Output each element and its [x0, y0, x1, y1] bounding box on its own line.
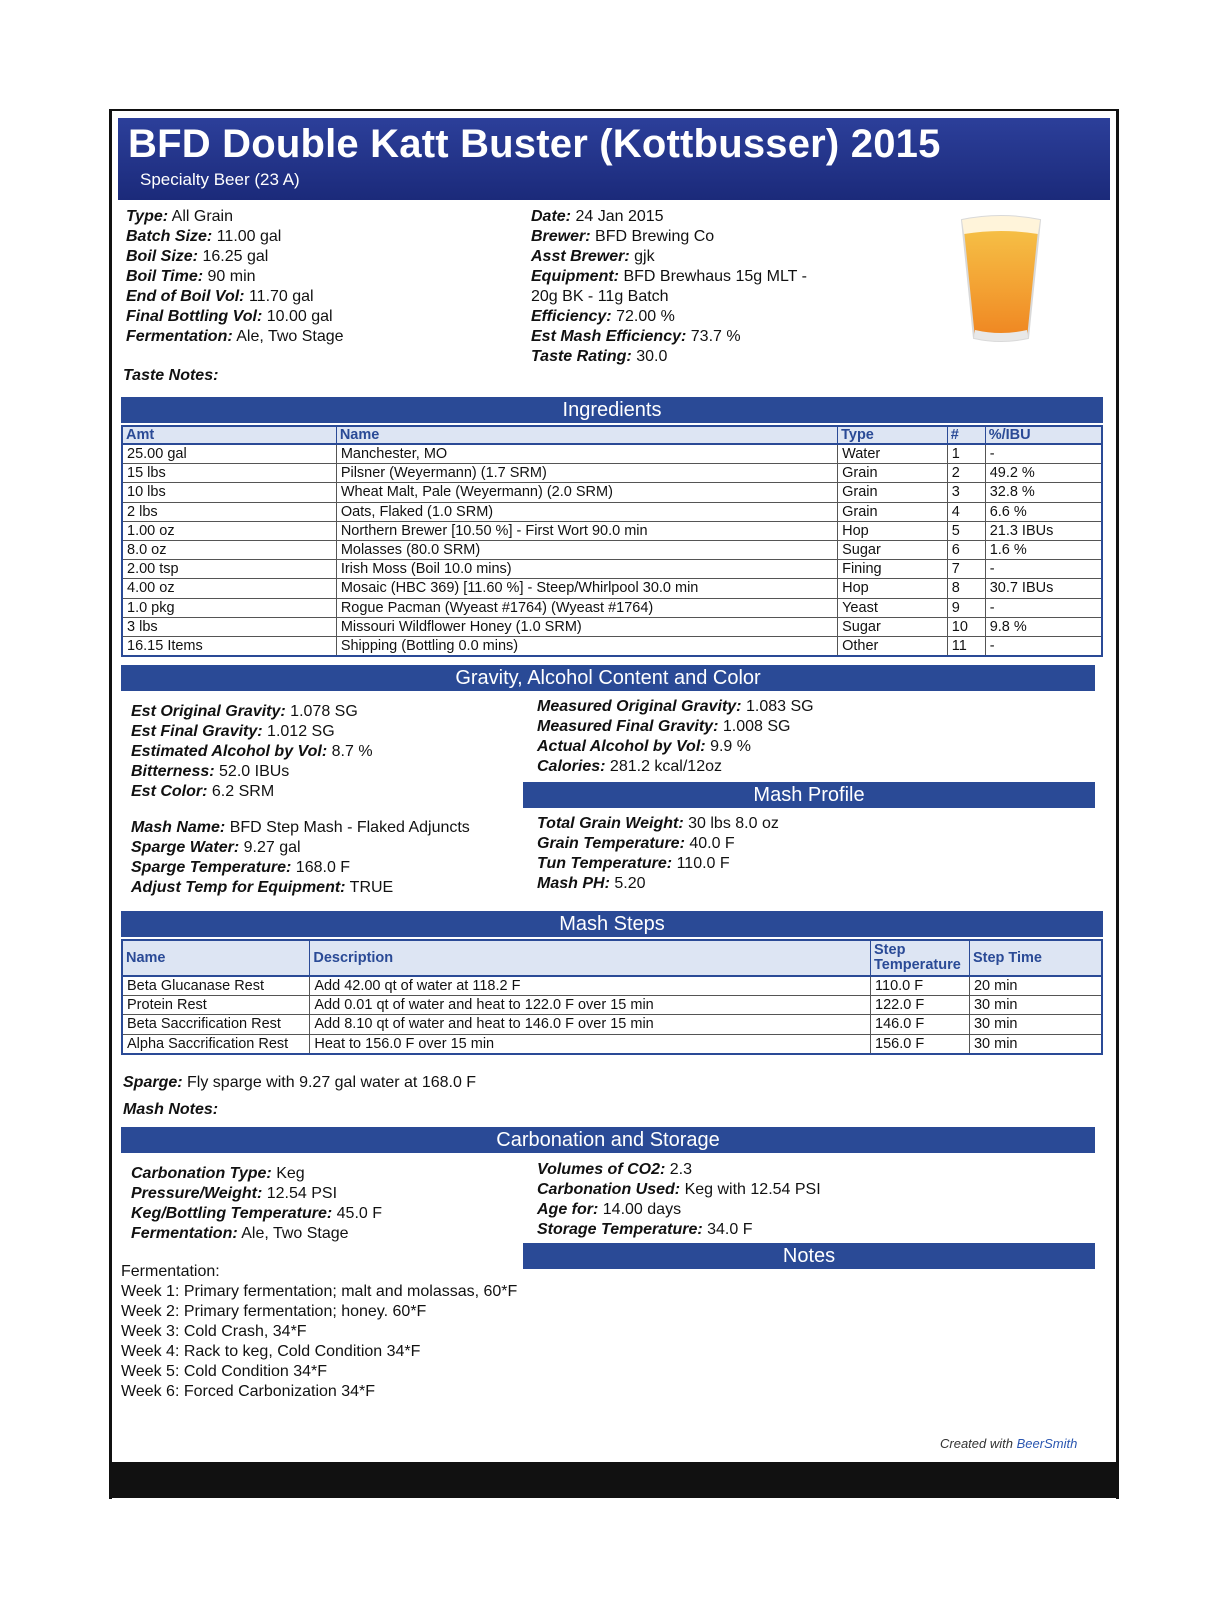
recipe-info-value: Ale, Two Stage — [236, 328, 344, 345]
ingredient-cell: Sugar — [838, 617, 948, 636]
mash-info-label: Adjust Temp for Equipment: — [131, 879, 346, 896]
recipe-info-value: 10.00 gal — [266, 308, 333, 325]
ingredient-cell: 5 — [947, 521, 985, 540]
carbonation-info-value: Keg with 12.54 PSI — [684, 1181, 821, 1198]
mash-step-cell: Add 0.01 qt of water and heat to 122.0 F over 15 min — [310, 996, 871, 1015]
recipe-info-label: Est Mash Efficiency: — [531, 328, 687, 345]
gravity-info-value: 1.078 SG — [290, 703, 358, 720]
ingredient-column-header: Amt — [122, 426, 336, 444]
ingredient-cell: Yeast — [838, 598, 948, 617]
recipe-info-value: BFD Brewing Co — [595, 228, 715, 245]
ingredient-cell: 49.2 % — [985, 464, 1102, 483]
notes-line: Fermentation: — [121, 1263, 220, 1280]
recipe-info-label: Equipment: — [531, 268, 619, 285]
mash-steps-table — [121, 939, 1103, 1055]
ingredient-cell: 1.0 pkg — [122, 598, 336, 617]
gravity-info-row — [537, 737, 814, 757]
ingredient-row — [122, 636, 1102, 656]
ingredient-row — [122, 444, 1102, 464]
ingredient-cell: 30.7 IBUs — [985, 579, 1102, 598]
recipe-info-label: Batch Size: — [126, 228, 213, 245]
mash-info-label: Mash PH: — [537, 875, 610, 892]
notes-line: Week 2: Primary fermentation; honey. 60*F — [121, 1303, 427, 1320]
mash-step-cell: 30 min — [969, 996, 1102, 1015]
mash-step-cell: Protein Rest — [122, 996, 310, 1015]
beer-glass-icon — [958, 210, 1044, 346]
recipe-info-value: 11.00 gal — [216, 228, 282, 245]
recipe-info-value: 16.25 gal — [202, 248, 269, 265]
mash-info-value: 110.0 F — [676, 855, 730, 872]
ingredient-cell: 8.0 oz — [122, 540, 336, 559]
notes-text — [121, 1262, 517, 1402]
ingredient-cell: Hop — [838, 579, 948, 598]
carbonation-info-label: Pressure/Weight: — [131, 1185, 263, 1202]
mash-step-cell: 20 min — [969, 976, 1102, 996]
recipe-info-label: Final Bottling Vol: — [126, 308, 263, 325]
notes-line: Week 3: Cold Crash, 34*F — [121, 1323, 307, 1340]
mash-step-cell: Alpha Saccrification Rest — [122, 1034, 310, 1054]
carbonation-info-label: Carbonation Used: — [537, 1181, 681, 1198]
recipe-info-row — [126, 227, 344, 247]
gravity-info-row — [537, 757, 814, 777]
gravity-info-row — [131, 742, 373, 762]
carbonation-info-value: 34.0 F — [707, 1221, 753, 1238]
mash-info-row — [131, 858, 470, 878]
recipe-info-row — [531, 287, 807, 307]
gravity-info-row — [131, 762, 373, 782]
carbonation-info-row — [537, 1200, 821, 1220]
carbonation-info-row — [131, 1164, 382, 1184]
mash-step-row — [122, 976, 1102, 996]
ingredient-cell: Missouri Wildflower Honey (1.0 SRM) — [336, 617, 837, 636]
gravity-info-value: 1.012 SG — [267, 723, 335, 740]
recipe-info-label: Boil Time: — [126, 268, 204, 285]
ingredient-cell: - — [985, 636, 1102, 656]
mash-profile-right — [537, 814, 779, 894]
ingredient-cell: Grain — [838, 464, 948, 483]
carbonation-header: Carbonation and Storage — [121, 1127, 1095, 1153]
recipe-info-value: All Grain — [171, 208, 233, 225]
mash-info-value: BFD Step Mash - Flaked Adjuncts — [229, 819, 470, 836]
carbonation-info-left — [131, 1164, 382, 1244]
carbonation-info-row — [131, 1224, 382, 1244]
recipe-info-row — [126, 327, 344, 347]
ingredient-row — [122, 502, 1102, 521]
mash-step-cell: Beta Saccrification Rest — [122, 1015, 310, 1034]
recipe-info-label: Taste Rating: — [531, 348, 632, 365]
carbonation-info-label: Volumes of CO2: — [537, 1161, 666, 1178]
ingredient-cell: 2 lbs — [122, 502, 336, 521]
notes-line: Week 6: Forced Carbonization 34*F — [121, 1383, 376, 1400]
footer-bar — [109, 1462, 1119, 1498]
gravity-info-value: 281.2 kcal/12oz — [609, 758, 722, 775]
mash-notes-label: Mash Notes: — [123, 1101, 219, 1118]
ingredient-row — [122, 483, 1102, 502]
ingredient-cell: 32.8 % — [985, 483, 1102, 502]
ingredient-cell: Other — [838, 636, 948, 656]
carbonation-info-value: 14.00 days — [602, 1201, 682, 1218]
recipe-info-row — [531, 327, 807, 347]
ingredient-cell: 2.00 tsp — [122, 560, 336, 579]
ingredient-cell: Shipping (Bottling 0.0 mins) — [336, 636, 837, 656]
recipe-info-row — [531, 267, 807, 287]
gravity-info-label: Est Final Gravity: — [131, 723, 263, 740]
mash-step-cell: 30 min — [969, 1015, 1102, 1034]
mash-info-label: Total Grain Weight: — [537, 815, 684, 832]
recipe-info-value: 11.70 gal — [248, 288, 314, 305]
gravity-info-value: 1.083 SG — [745, 698, 814, 715]
ingredient-cell: - — [985, 444, 1102, 464]
gravity-info-row — [537, 697, 814, 717]
gravity-info-row — [131, 722, 373, 742]
mash-step-row — [122, 996, 1102, 1015]
notes-line: Week 1: Primary fermentation; malt and molassas, 60*F — [121, 1283, 518, 1300]
recipe-style: Specialty Beer (23 A) — [140, 170, 300, 189]
mash-step-cell: 156.0 F — [871, 1034, 970, 1054]
gravity-header: Gravity, Alcohol Content and Color — [121, 665, 1095, 691]
recipe-info-row — [126, 207, 344, 227]
mash-step-row — [122, 1034, 1102, 1054]
gravity-info-label: Measured Original Gravity: — [537, 698, 742, 715]
mash-info-value: 5.20 — [614, 875, 646, 892]
mash-step-column-header: Description — [310, 940, 871, 976]
recipe-info-row — [126, 307, 344, 327]
mash-info-label: Sparge Temperature: — [131, 859, 292, 876]
carbonation-info-label: Fermentation: — [131, 1225, 238, 1242]
carbonation-info-value: Keg — [276, 1165, 305, 1182]
mash-step-cell: 122.0 F — [871, 996, 970, 1015]
ingredient-cell: 25.00 gal — [122, 444, 336, 464]
mash-info-row — [131, 878, 470, 898]
recipe-info-label: Date: — [531, 208, 572, 225]
sparge-line: Sparge: Fly sparge with 9.27 gal water at 168.0 F — [123, 1074, 477, 1091]
mash-step-cell: Add 42.00 qt of water at 118.2 F — [310, 976, 871, 996]
recipe-info-value: BFD Brewhaus 15g MLT - — [623, 268, 807, 285]
gravity-info-left — [131, 702, 373, 802]
ingredient-row — [122, 598, 1102, 617]
ingredient-cell: 10 lbs — [122, 483, 336, 502]
ingredient-cell: Sugar — [838, 540, 948, 559]
ingredient-cell: 9 — [947, 598, 985, 617]
mash-step-column-header: Step Time — [969, 940, 1102, 976]
carbonation-info-label: Age for: — [537, 1201, 599, 1218]
recipe-info-value: 90 min — [207, 268, 256, 285]
recipe-info-row — [126, 247, 344, 267]
carbonation-info-row — [537, 1180, 821, 1200]
ingredient-cell: Grain — [838, 502, 948, 521]
recipe-info-right — [531, 207, 807, 367]
recipe-info-row — [126, 287, 344, 307]
gravity-info-value: 6.2 SRM — [211, 783, 275, 800]
ingredient-cell: Rogue Pacman (Wyeast #1764) (Wyeast #1764) — [336, 598, 837, 617]
ingredient-cell: 9.8 % — [985, 617, 1102, 636]
gravity-info-right — [537, 697, 814, 777]
gravity-info-value: 9.9 % — [710, 738, 751, 755]
gravity-info-value: 1.008 SG — [722, 718, 791, 735]
gravity-info-label: Est Original Gravity: — [131, 703, 286, 720]
mash-info-label: Sparge Water: — [131, 839, 240, 856]
recipe-info-label: Brewer: — [531, 228, 591, 245]
ingredient-cell: 4.00 oz — [122, 579, 336, 598]
ingredient-cell: 4 — [947, 502, 985, 521]
ingredient-cell: 6 — [947, 540, 985, 559]
recipe-info-label: Asst Brewer: — [531, 248, 630, 265]
mash-info-value: 40.0 F — [689, 835, 735, 852]
recipe-title: BFD Double Katt Buster (Kottbusser) 2015 — [128, 122, 941, 166]
mash-step-cell: Beta Glucanase Rest — [122, 976, 310, 996]
mash-step-cell: 110.0 F — [871, 976, 970, 996]
ingredient-row — [122, 464, 1102, 483]
carbonation-info-value: Ale, Two Stage — [241, 1225, 349, 1242]
ingredient-column-header: # — [947, 426, 985, 444]
notes-line: Week 5: Cold Condition 34*F — [121, 1363, 328, 1380]
ingredient-cell: Water — [838, 444, 948, 464]
carbonation-info-row — [131, 1204, 382, 1224]
ingredient-column-header: Type — [838, 426, 948, 444]
ingredient-cell: 3 lbs — [122, 617, 336, 636]
mash-info-value: TRUE — [349, 879, 394, 896]
ingredient-cell: 3 — [947, 483, 985, 502]
recipe-info-row — [126, 267, 344, 287]
mash-steps-header: Mash Steps — [121, 911, 1103, 937]
recipe-info-label: End of Boil Vol: — [126, 288, 245, 305]
mash-info-row — [537, 814, 779, 834]
recipe-info-label: Boil Size: — [126, 248, 199, 265]
recipe-info-value: 20g BK - 11g Batch — [531, 288, 669, 305]
mash-info-row — [537, 834, 779, 854]
recipe-header — [118, 118, 1110, 200]
mash-info-label: Grain Temperature: — [537, 835, 685, 852]
mash-step-cell: 146.0 F — [871, 1015, 970, 1034]
ingredient-cell: 6.6 % — [985, 502, 1102, 521]
carbonation-info-right — [537, 1160, 821, 1240]
mash-info-label: Mash Name: — [131, 819, 226, 836]
mash-info-value: 9.27 gal — [243, 839, 301, 856]
taste-notes-label: Taste Notes: — [123, 367, 219, 384]
gravity-info-row — [131, 782, 373, 802]
ingredient-row — [122, 521, 1102, 540]
ingredient-row — [122, 617, 1102, 636]
notes-header: Notes — [523, 1243, 1095, 1269]
beersmith-link[interactable]: BeerSmith — [1016, 1436, 1078, 1451]
ingredient-cell: Pilsner (Weyermann) (1.7 SRM) — [336, 464, 837, 483]
recipe-info-value: 72.00 % — [616, 308, 675, 325]
carbonation-info-row — [131, 1184, 382, 1204]
mash-info-row — [131, 838, 470, 858]
ingredient-row — [122, 560, 1102, 579]
ingredient-cell: 1.6 % — [985, 540, 1102, 559]
gravity-info-label: Calories: — [537, 758, 606, 775]
recipe-info-row — [531, 227, 807, 247]
mash-profile-header: Mash Profile — [523, 782, 1095, 808]
ingredient-cell: 11 — [947, 636, 985, 656]
mash-info-row — [131, 818, 470, 838]
ingredient-cell: 21.3 IBUs — [985, 521, 1102, 540]
recipe-info-row — [531, 307, 807, 327]
ingredient-cell: 7 — [947, 560, 985, 579]
gravity-info-label: Estimated Alcohol by Vol: — [131, 743, 328, 760]
carbonation-info-value: 2.3 — [669, 1161, 693, 1178]
mash-step-cell: Heat to 156.0 F over 15 min — [310, 1034, 871, 1054]
ingredient-cell: Grain — [838, 483, 948, 502]
recipe-info-value: 30.0 — [636, 348, 668, 365]
mash-info-value: 30 lbs 8.0 oz — [688, 815, 779, 832]
ingredient-cell: 16.15 Items — [122, 636, 336, 656]
ingredient-cell: Fining — [838, 560, 948, 579]
mash-info-row — [537, 854, 779, 874]
mash-step-column-header: Step Temperature — [871, 940, 970, 976]
ingredient-cell: 1 — [947, 444, 985, 464]
mash-info-row — [537, 874, 779, 894]
ingredient-cell: 1.00 oz — [122, 521, 336, 540]
mash-profile-left — [131, 818, 470, 898]
ingredient-cell: Northern Brewer [10.50 %] - First Wort 90.0 min — [336, 521, 837, 540]
ingredients-table — [121, 425, 1103, 657]
recipe-info-label: Fermentation: — [126, 328, 233, 345]
ingredient-cell: Wheat Malt, Pale (Weyermann) (2.0 SRM) — [336, 483, 837, 502]
ingredients-header: Ingredients — [121, 397, 1103, 423]
ingredient-cell: Mosaic (HBC 369) [11.60 %] - Steep/Whirlpool 30.0 min — [336, 579, 837, 598]
gravity-info-label: Actual Alcohol by Vol: — [537, 738, 706, 755]
carbonation-info-value: 12.54 PSI — [266, 1185, 338, 1202]
mash-step-cell: 30 min — [969, 1034, 1102, 1054]
gravity-info-value: 52.0 IBUs — [219, 763, 290, 780]
recipe-info-label: Efficiency: — [531, 308, 612, 325]
ingredient-cell: 10 — [947, 617, 985, 636]
gravity-info-label: Measured Final Gravity: — [537, 718, 719, 735]
gravity-info-value: 8.7 % — [331, 743, 373, 760]
gravity-info-row — [131, 702, 373, 722]
ingredient-row — [122, 540, 1102, 559]
carbonation-info-row — [537, 1220, 821, 1240]
ingredient-cell: Hop — [838, 521, 948, 540]
ingredient-cell: Irish Moss (Boil 10.0 mins) — [336, 560, 837, 579]
carbonation-info-row — [537, 1160, 821, 1180]
ingredient-cell: - — [985, 560, 1102, 579]
created-with-footer: Created with BeerSmith — [940, 1436, 1078, 1451]
recipe-info-left — [126, 207, 344, 347]
gravity-info-label: Bitterness: — [131, 763, 215, 780]
mash-info-value: 168.0 F — [295, 859, 351, 876]
mash-step-column-header: Name — [122, 940, 310, 976]
gravity-info-label: Est Color: — [131, 783, 208, 800]
recipe-info-value: gjk — [634, 248, 655, 265]
recipe-info-row — [531, 247, 807, 267]
ingredient-column-header: Name — [336, 426, 837, 444]
notes-line: Week 4: Rack to keg, Cold Condition 34*F — [121, 1343, 421, 1360]
ingredient-cell: 15 lbs — [122, 464, 336, 483]
recipe-info-row — [531, 207, 807, 227]
carbonation-info-value: 45.0 F — [336, 1205, 383, 1222]
ingredient-cell: - — [985, 598, 1102, 617]
ingredient-row — [122, 579, 1102, 598]
gravity-info-row — [537, 717, 814, 737]
mash-step-row — [122, 1015, 1102, 1034]
carbonation-info-label: Storage Temperature: — [537, 1221, 703, 1238]
ingredient-cell: 2 — [947, 464, 985, 483]
carbonation-info-label: Carbonation Type: — [131, 1165, 272, 1182]
ingredient-cell: 8 — [947, 579, 985, 598]
recipe-info-row — [531, 347, 807, 367]
ingredient-cell: Molasses (80.0 SRM) — [336, 540, 837, 559]
ingredient-cell: Manchester, MO — [336, 444, 837, 464]
mash-info-label: Tun Temperature: — [537, 855, 673, 872]
recipe-info-value: 73.7 % — [690, 328, 741, 345]
ingredient-column-header: %/IBU — [985, 426, 1102, 444]
recipe-info-value: 24 Jan 2015 — [575, 208, 664, 225]
ingredient-cell: Oats, Flaked (1.0 SRM) — [336, 502, 837, 521]
mash-step-cell: Add 8.10 qt of water and heat to 146.0 F over 15 min — [310, 1015, 871, 1034]
carbonation-info-label: Keg/Bottling Temperature: — [131, 1205, 333, 1222]
recipe-info-label: Type: — [126, 208, 169, 225]
